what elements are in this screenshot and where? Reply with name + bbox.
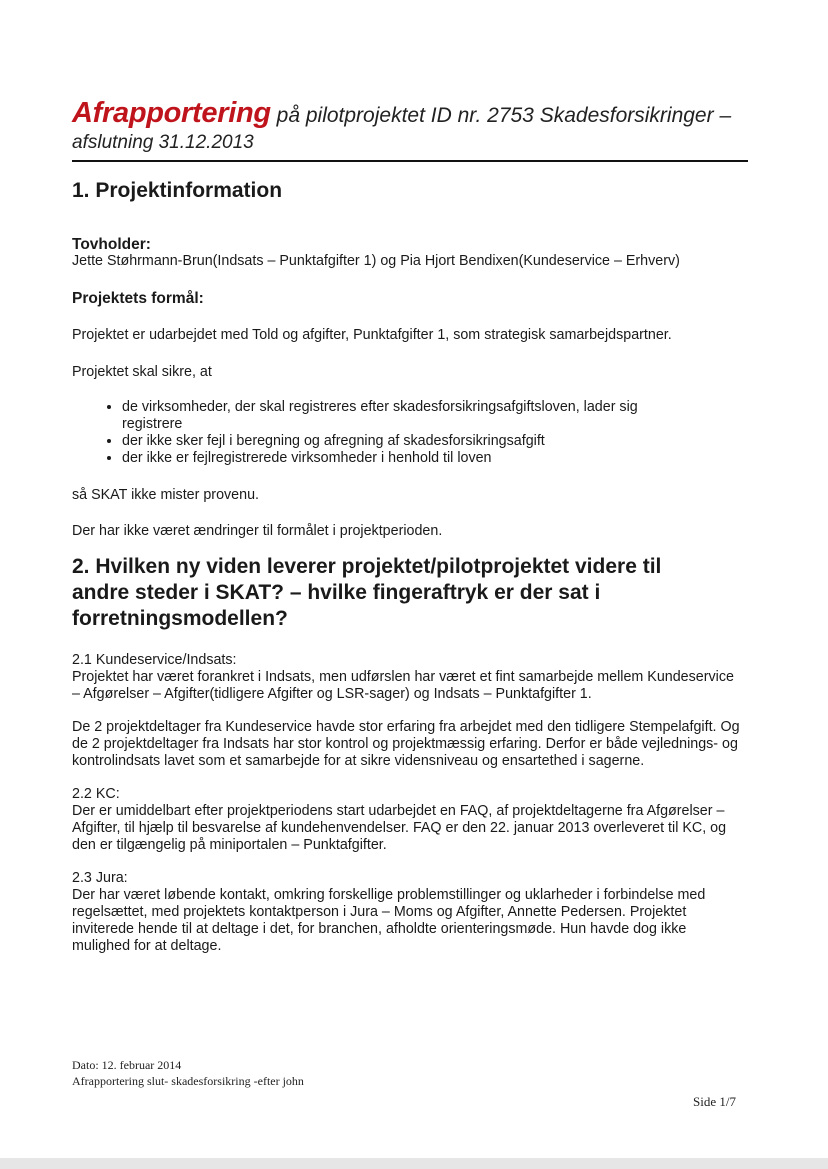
section-2-heading: 2. Hvilken ny viden leverer projektet/pilotprojektet videre til andre steder i SKAT? – hvilke fingeraftryk er der sat i forretningsmodellen? — [72, 555, 662, 630]
title-rest: på pilotprojektet ID nr. 2753 Skadesforsikringer – — [276, 104, 732, 127]
tovholder-label: Tovholder: — [72, 236, 151, 253]
subsection-2-3-paragraph-1: Der har været løbende kontakt, omkring forskellige problemstillinger og uklarheder i forbindelse med regelsættet, med projektets kontaktperson i Jura – Moms og Afgifter, Annette Pedersen. Projektet inviterede hende til at deltage i det, for branchen, afholdte orienteringsmøde. Hun havde dog ikke mulighed for at deltage. — [72, 887, 706, 954]
document-body — [72, 178, 748, 955]
document-footer — [72, 1057, 304, 1089]
footer-document-name: Afrapportering slut- skadesforsikring -efter john — [72, 1074, 304, 1088]
title-divider — [72, 160, 748, 162]
formaal-paragraph-1: Projektet er udarbejdet med Told og afgifter, Punktafgifter 1, som strategisk samarbejdspartner. — [72, 327, 672, 343]
document-title — [72, 97, 752, 155]
formaal-label: Projektets formål: — [72, 290, 204, 307]
formaal-bullet-list — [72, 399, 682, 467]
scan-edge — [0, 1158, 828, 1169]
title-brand: Afrapportering — [72, 97, 271, 129]
formaal-paragraph-4: Der har ikke været ændringer til formålet i projektperioden. — [72, 523, 443, 539]
bullet-item: • der ikke sker fejl i beregning og afregning af skadesforsikringsafgift — [122, 433, 682, 450]
title-line-1 — [72, 97, 752, 129]
bullet-item: • der ikke er fejlregistrerede virksomheder i henhold til loven — [122, 450, 682, 467]
title-line-2: afslutning 31.12.2013 — [72, 132, 254, 153]
formaal-paragraph-3: så SKAT ikke mister provenu. — [72, 487, 259, 503]
footer-date: Dato: 12. februar 2014 — [72, 1058, 182, 1072]
subsection-2-2-label: 2.2 KC: — [72, 786, 120, 802]
subsection-2-3-label: 2.3 Jura: — [72, 870, 128, 886]
subsection-2-2-paragraph-1: Der er umiddelbart efter projektperiodens start udarbejdet en FAQ, af projektdeltagerne fra Afgørelser – Afgifter, til hjælp til besvarelse af kundehenvendelser. FAQ er den 22. januar 2013 overleveret til KC, og den er tilgængelig på miniportalen – Punktafgifter. — [72, 803, 727, 853]
subsection-2-1-label: 2.1 Kundeservice/Indsats: — [72, 652, 237, 668]
page-number: Side 1/7 — [693, 1094, 736, 1109]
bullet-item: • de virksomheder, der skal registreres efter skadesforsikringsafgiftsloven, lader sig registrere — [122, 399, 682, 433]
formaal-paragraph-2: Projektet skal sikre, at — [72, 364, 212, 380]
section-1-heading: 1. Projektinformation — [72, 179, 283, 202]
tovholder-text: Jette Støhrmann-Brun(Indsats – Punktafgifter 1) og Pia Hjort Bendixen(Kundeservice – Erhverv) — [72, 253, 680, 269]
subsection-2-1-paragraph-1: Projektet har været forankret i Indsats, men udførslen har været et fint samarbejde mellem Kundeservice – Afgørelser – Afgifter(tidligere Afgifter og LSR-sager) og Indsats – Punktafgifter 1. — [72, 669, 734, 702]
subsection-2-1-paragraph-2: De 2 projektdeltager fra Kundeservice havde stor erfaring fra arbejdet med den tidligere Stempelafgift. Og de 2 projektdeltager fra Indsats har stor kontrol og projektmæssig erfaring. Derfor er både vejlednings- og kontrolindsats lavet som et samarbejde for at sikre vidensniveau og ensartethed i sagerne. — [72, 719, 740, 769]
